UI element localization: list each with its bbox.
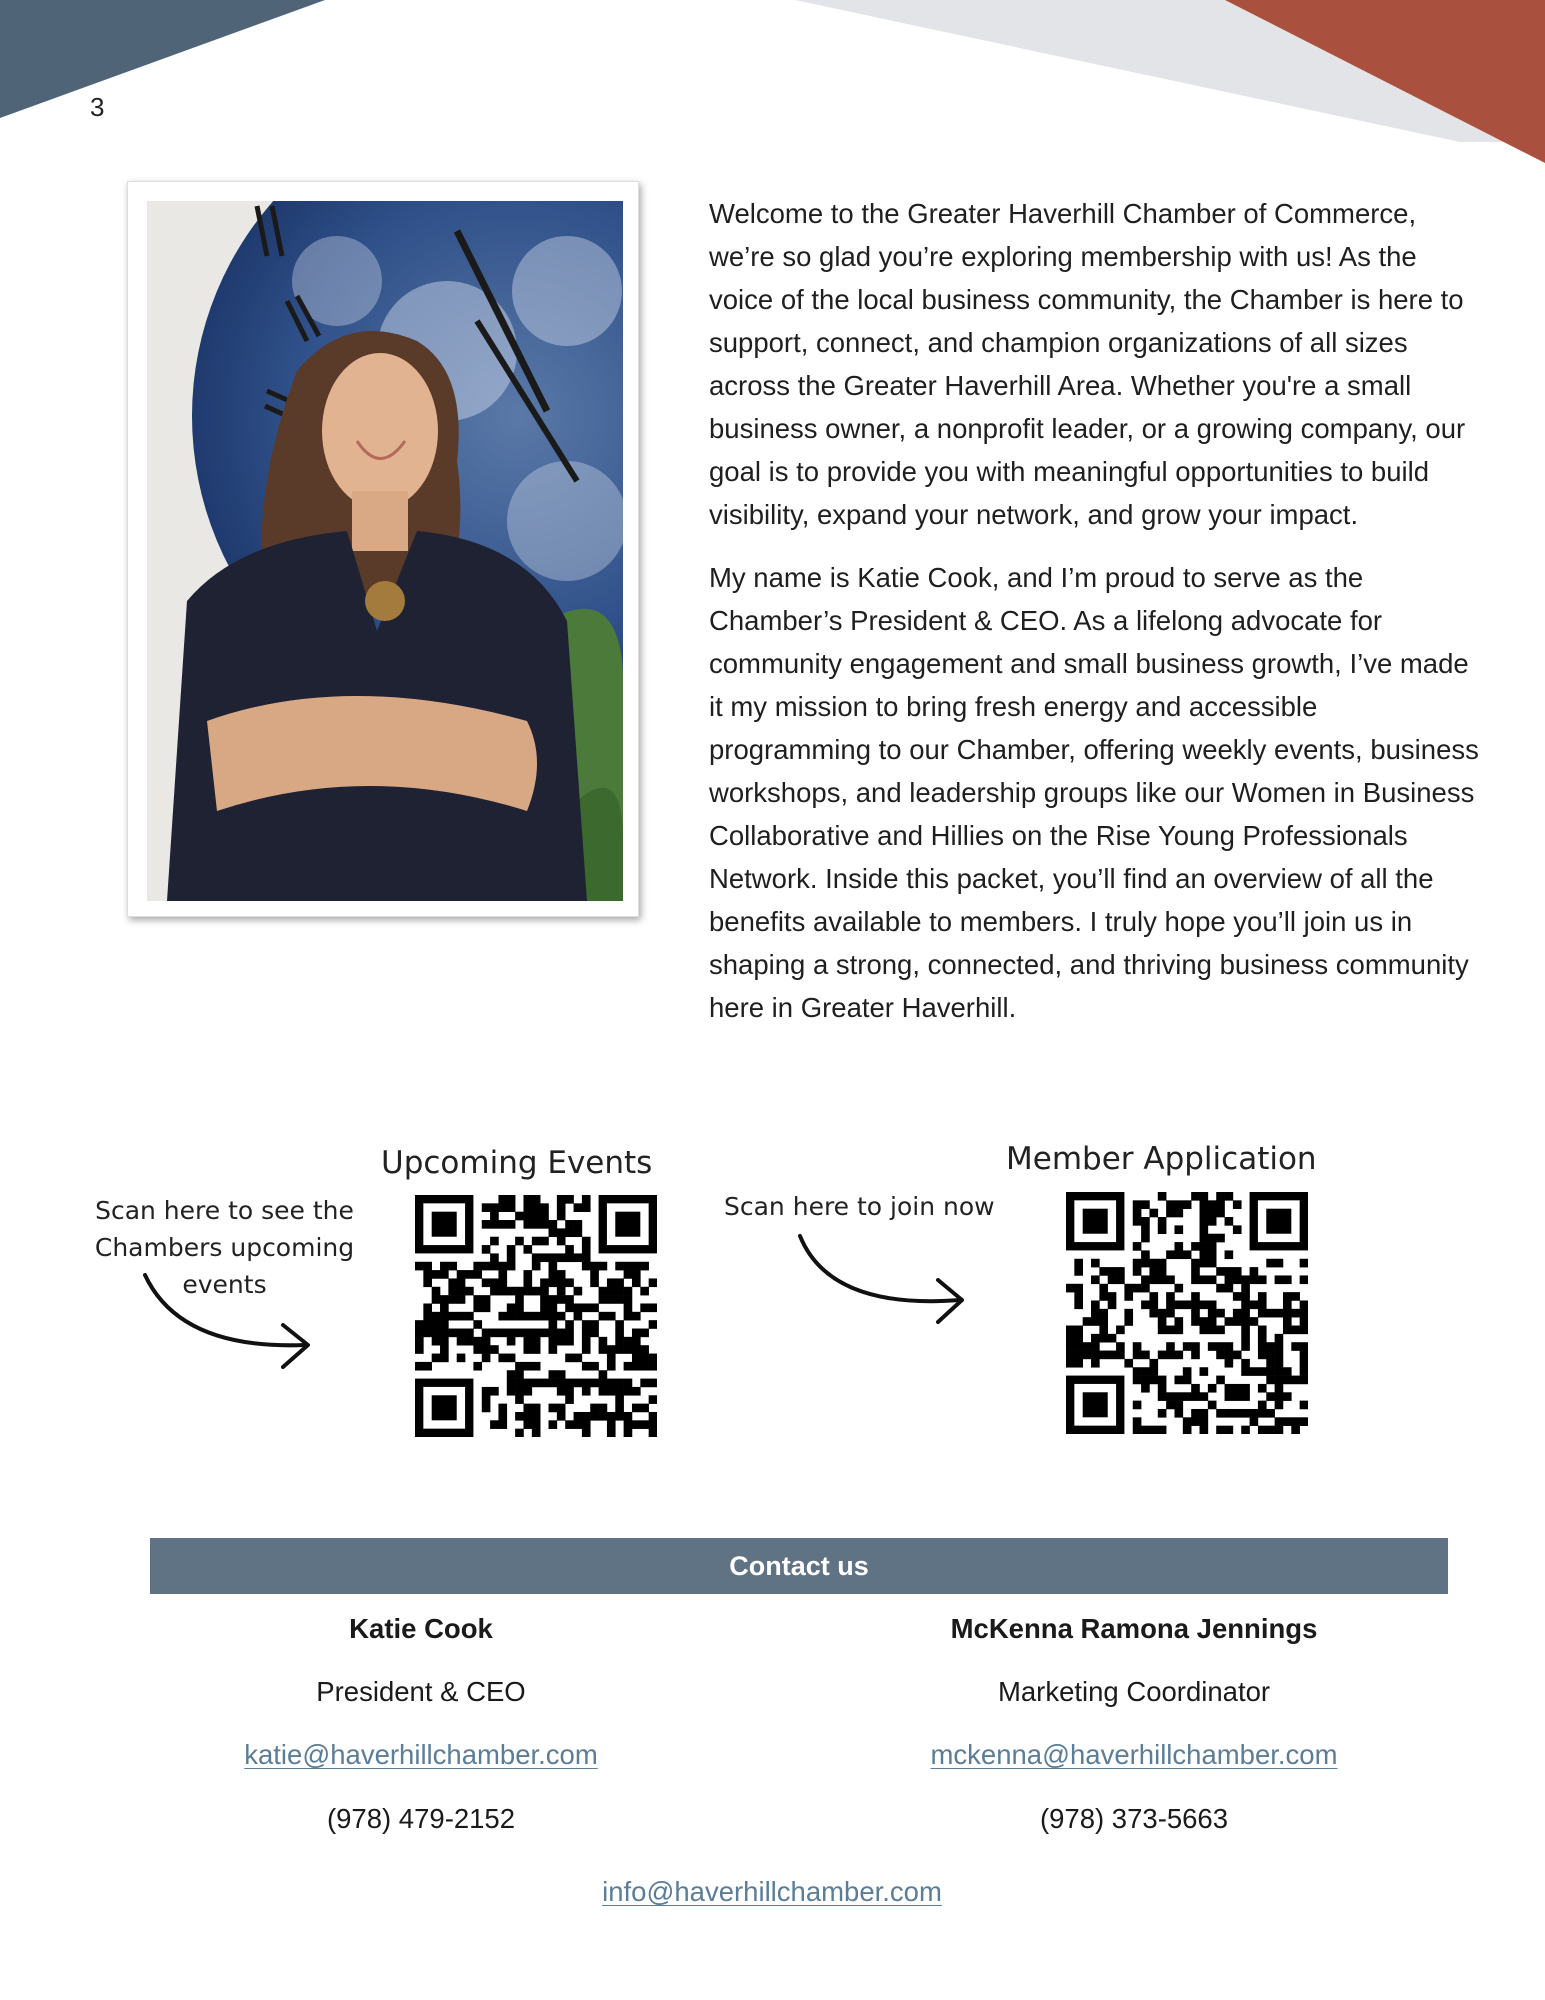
slate-triangle: [0, 0, 325, 118]
upcoming-events-title: Upcoming Events: [381, 1145, 653, 1181]
contact-email-link[interactable]: katie@haverhillchamber.com: [244, 1739, 598, 1770]
application-qr-code[interactable]: [1066, 1192, 1308, 1434]
portrait-photo: [147, 201, 623, 901]
arrow-to-events-qr-icon: [135, 1265, 320, 1375]
portrait-photo-frame: [127, 181, 639, 917]
events-note-line: Scan here to see the: [95, 1196, 354, 1225]
intro-paragraph-2: My name is Katie Cook, and I’m proud to serve as the Chamber’s President & CEO. As a lifelong advocate for community engagement and small business growth, I’ve made it my mission to bring fresh energy and accessible programming to our Chamber, offering weekly events, business workshops, and leadership groups like our Women in Business Collaborative and Hillies on the Rise Young Professionals Network. Inside this packet, you’ll find an overview of all the benefits available to members. I truly hope you’ll join us in shaping a strong, connected, and thriving business community here in Greater Haverhill.: [709, 562, 1479, 1023]
contact-email-link[interactable]: mckenna@haverhillchamber.com: [930, 1739, 1338, 1770]
contact-phone: (978) 373-5663: [1039, 1803, 1229, 1834]
member-application-title: Member Application: [1006, 1141, 1317, 1177]
face: [322, 353, 438, 509]
arrow-to-application-qr-icon: [790, 1230, 975, 1340]
events-note-line: events: [182, 1270, 267, 1299]
events-note-line: Chambers upcoming: [94, 1233, 355, 1262]
contact-name: Katie Cook: [349, 1613, 493, 1644]
header-decoration: [0, 0, 1545, 200]
contact-role: President & CEO: [316, 1676, 526, 1707]
intro-paragraph-1: Welcome to the Greater Haverhill Chamber of Commerce, we’re so glad you’re exploring membership with us! As the voice of the local business community, the Chamber is here to support, connect, and champion organizations of all sizes across the Greater Haverhill Area. Whether you're a small business owner, a nonprofit leader, or a growing company, our goal is to provide you with meaningful opportunities to build visibility, expand your network, and grow your impact.: [709, 198, 1466, 530]
contact-role: Marketing Coordinator: [997, 1676, 1271, 1707]
page-number: 3: [90, 92, 105, 122]
application-scan-note: Scan here to join now: [724, 1192, 995, 1221]
contact-us-banner: Contact us: [150, 1538, 1448, 1594]
contact-phone: (978) 479-2152: [326, 1803, 516, 1834]
events-qr-code[interactable]: [415, 1195, 657, 1437]
welcome-letter: [709, 192, 1479, 1049]
general-email-link[interactable]: info@haverhillchamber.com: [602, 1876, 942, 1907]
contact-name: McKenna Ramona Jennings: [950, 1613, 1318, 1644]
